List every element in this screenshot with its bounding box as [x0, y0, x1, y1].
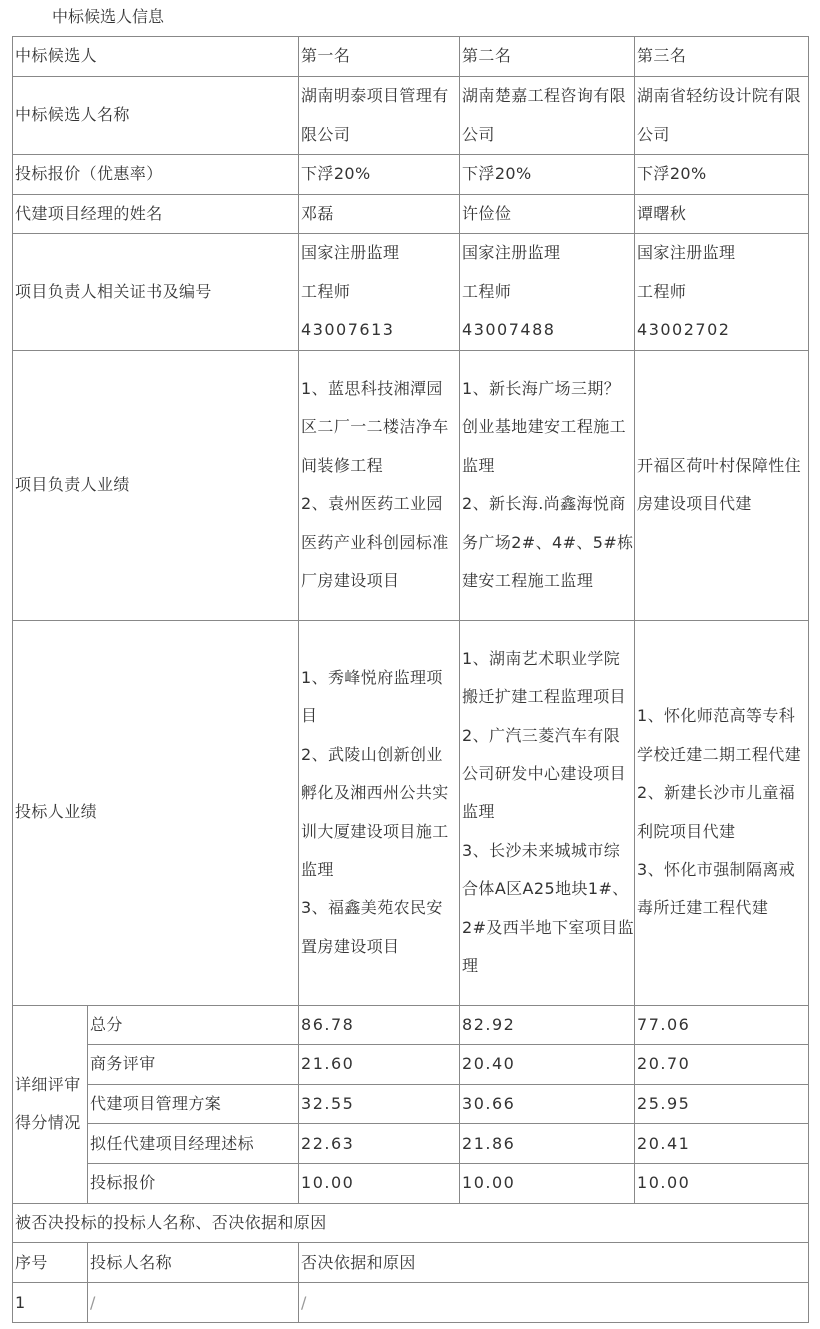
rejected-header-row: [13, 1243, 809, 1283]
rejected-reason: /: [299, 1283, 809, 1323]
manager-performance-second: 1、新长海广场三期？创业基地建安工程施工监理 2、新长海.尚鑫海悦商务广场2#、4#、5#栋建安工程施工监理: [460, 350, 635, 620]
certificate-row: [13, 234, 809, 350]
certificate-third: [635, 234, 809, 350]
certificate-title-cont: 工程师: [301, 281, 351, 301]
rank-third: 第三名: [635, 37, 809, 77]
names-row: [13, 77, 809, 155]
score-item-label: 总分: [88, 1005, 299, 1044]
certificate-title-cont: 工程师: [462, 281, 512, 301]
score-row-total: [13, 1005, 809, 1044]
manager-performance-label: 项目负责人业绩: [13, 350, 299, 620]
bid-price-third: 下浮20%: [635, 155, 809, 195]
certificate-number: 43007488: [462, 320, 556, 340]
manager-label: 代建项目经理的姓名: [13, 195, 299, 234]
bid-price-second: 下浮20%: [460, 155, 635, 195]
rank-first: 第一名: [299, 37, 460, 77]
score-value: 21.86: [460, 1124, 635, 1164]
rejected-title-row: [13, 1203, 809, 1242]
score-value: 86.78: [299, 1005, 460, 1044]
score-value: 10.00: [635, 1164, 809, 1203]
certificate-number: 43007613: [301, 320, 395, 340]
certificate-title: 国家注册监理: [637, 243, 736, 263]
score-value: 77.06: [635, 1005, 809, 1044]
header-label: 中标候选人: [13, 37, 299, 77]
certificate-title: 国家注册监理: [301, 243, 400, 263]
rejected-col-reason: 否决依据和原因: [299, 1243, 809, 1283]
rejected-name: /: [88, 1283, 299, 1323]
manager-third: 谭曙秋: [635, 195, 809, 234]
score-item-label: 拟任代建项目经理述标: [88, 1124, 299, 1164]
score-row-price: [13, 1164, 809, 1203]
score-value: 21.60: [299, 1045, 460, 1085]
score-value: 10.00: [460, 1164, 635, 1203]
name-second: 湖南楚嘉工程咨询有限公司: [460, 77, 635, 155]
score-value: 20.40: [460, 1045, 635, 1085]
rejected-col-index: 序号: [13, 1243, 88, 1283]
score-value: 20.70: [635, 1045, 809, 1085]
manager-row: [13, 195, 809, 234]
bidder-performance-row: [13, 620, 809, 1005]
score-item-label: 商务评审: [88, 1045, 299, 1085]
manager-first: 邓磊: [299, 195, 460, 234]
certificate-number: 43002702: [637, 320, 731, 340]
rejected-title: 被否决投标的投标人名称、否决依据和原因: [13, 1203, 809, 1242]
manager-performance-row: [13, 350, 809, 620]
score-value: 30.66: [460, 1085, 635, 1124]
manager-performance-third: 开福区荷叶村保障性住房建设项目代建: [635, 350, 809, 620]
bidder-performance-label: 投标人业绩: [13, 620, 299, 1005]
rank-second: 第二名: [460, 37, 635, 77]
names-label: 中标候选人名称: [13, 77, 299, 155]
score-item-label: 投标报价: [88, 1164, 299, 1203]
score-value: 22.63: [299, 1124, 460, 1164]
bid-price-row: [13, 155, 809, 195]
rejected-col-name: 投标人名称: [88, 1243, 299, 1283]
score-value: 82.92: [460, 1005, 635, 1044]
manager-second: 许俭俭: [460, 195, 635, 234]
bid-price-first: 下浮20%: [299, 155, 460, 195]
certificate-title-cont: 工程师: [637, 281, 687, 301]
name-first: 湖南明泰项目管理有限公司: [299, 77, 460, 155]
score-value: 25.95: [635, 1085, 809, 1124]
bidder-performance-first: 1、秀峰悦府监理项目 2、武陵山创新创业孵化及湘西州公共实训大厦建设项目施工监理 3、福鑫美苑农民安置房建设项目: [299, 620, 460, 1005]
certificate-title: 国家注册监理: [462, 243, 561, 263]
score-row-plan: [13, 1085, 809, 1124]
bidder-performance-third: 1、怀化师范高等专科学校迁建二期工程代建 2、新建长沙市儿童福利院项目代建 3、怀化市强制隔离戒毒所迁建工程代建: [635, 620, 809, 1005]
candidate-table: [12, 36, 809, 1323]
bid-price-label: 投标报价（优惠率）: [13, 155, 299, 195]
manager-performance-first: 1、蓝思科技湘潭园区二厂一二楼洁净车间装修工程 2、袁州医药工业园医药产业科创园标准厂房建设项目: [299, 350, 460, 620]
score-row-business: [13, 1045, 809, 1085]
rejected-row: [13, 1283, 809, 1323]
score-value: 20.41: [635, 1124, 809, 1164]
certificate-second: [460, 234, 635, 350]
score-item-label: 代建项目管理方案: [88, 1085, 299, 1124]
rejected-index: 1: [13, 1283, 88, 1323]
score-row-statement: [13, 1124, 809, 1164]
name-third: 湖南省轻纺设计院有限公司: [635, 77, 809, 155]
score-value: 32.55: [299, 1085, 460, 1124]
bidder-performance-second: 1、湖南艺术职业学院搬迁扩建工程监理项目 2、广汽三菱汽车有限公司研发中心建设项目监理 3、长沙未来城城市综合体A区A25地块1#、2#及西半地下室项目监理: [460, 620, 635, 1005]
section-title: 中标候选人信息: [52, 7, 165, 26]
certificate-label: 项目负责人相关证书及编号: [13, 234, 299, 350]
header-row: [13, 37, 809, 77]
certificate-first: [299, 234, 460, 350]
score-value: 10.00: [299, 1164, 460, 1203]
score-group-label: 详细评审得分情况: [13, 1005, 88, 1203]
